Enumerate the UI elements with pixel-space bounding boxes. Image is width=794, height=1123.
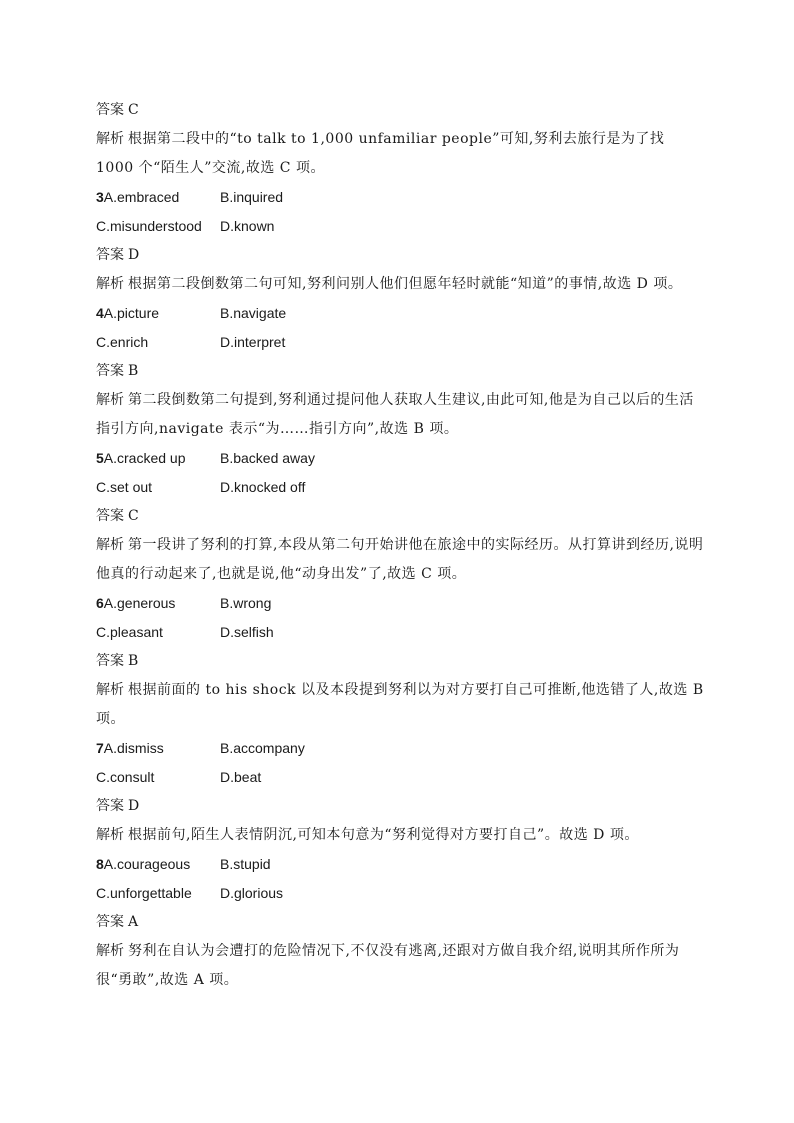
analysis-label: 解析 [96,131,124,147]
option-c: C.enrich [96,334,149,350]
analysis-text: 根据第二段倒数第二句可知,努利问别人他们但愿年轻时就能“知道”的事情,故选 D 项。 [128,276,683,292]
answer-value: D [128,247,140,263]
analysis-label: 解析 [96,276,124,292]
option-a [96,734,220,763]
question-options-row [96,589,706,618]
question-options-row [96,763,706,792]
question-number: 6 [96,595,104,611]
option-d: D.selfish [220,624,274,640]
answer-line [96,96,706,125]
analysis-label: 解析 [96,943,124,959]
question-options-row [96,212,706,241]
option-b: B.stupid [220,856,271,872]
question-number: 8 [96,856,104,872]
question-options-row [96,734,706,763]
option-d: D.known [220,218,275,234]
analysis-label: 解析 [96,537,124,553]
option-d: D.beat [220,769,262,785]
option-b: B.wrong [220,595,272,611]
analysis-text: 根据前句,陌生人表情阴沉,可知本句意为“努利觉得对方要打自己”。故选 D 项。 [128,827,639,843]
question-options-row [96,444,706,473]
question-options-row [96,328,706,357]
question-number: 5 [96,450,104,466]
analysis-label: 解析 [96,827,124,843]
option-a [96,183,220,212]
option-a-text: A.cracked up [103,450,186,466]
question-options-row [96,618,706,647]
option-c: C.unforgettable [96,885,192,901]
question-options-row [96,879,706,908]
option-b: B.navigate [220,305,287,321]
answer-value: C [128,102,139,118]
analysis-paragraph [96,676,706,734]
analysis-text: 第一段讲了努利的打算,本段从第二句开始讲他在旅途中的实际经历。从打算讲到经历,说明他真的行动起来了,也就是说,他“动身出发”了,故选 C 项。 [96,537,704,582]
answer-value: A [128,914,139,930]
answer-line [96,792,706,821]
option-d: D.interpret [220,334,286,350]
answer-label: 答案 [96,363,124,379]
answer-label: 答案 [96,508,124,524]
answer-line [96,502,706,531]
option-a-text: A.embraced [103,189,180,205]
answer-document [96,96,706,995]
option-d: D.knocked off [220,479,306,495]
answer-line [96,357,706,386]
option-a-text: A.generous [103,595,176,611]
answer-label: 答案 [96,914,124,930]
question-options-row [96,850,706,879]
option-a [96,299,220,328]
analysis-paragraph [96,937,706,995]
question-number: 3 [96,189,104,205]
option-a-text: A.picture [103,305,160,321]
question-options-row [96,299,706,328]
option-b: B.accompany [220,740,305,756]
analysis-paragraph [96,125,706,183]
option-a-text: A.courageous [103,856,191,872]
answer-value: D [128,798,140,814]
option-c: C.pleasant [96,624,163,640]
answer-line [96,647,706,676]
answer-value: B [128,653,139,669]
answer-label: 答案 [96,653,124,669]
analysis-paragraph [96,386,706,444]
option-c: C.set out [96,479,153,495]
question-number: 4 [96,305,104,321]
question-number: 7 [96,740,104,756]
analysis-text: 根据第二段中的“to talk to 1,000 unfamiliar people”可知,努利去旅行是为了找 1000 个“陌生人”交流,故选 C 项。 [96,131,665,176]
question-options-row [96,183,706,212]
analysis-paragraph [96,270,706,299]
answer-value: C [128,508,139,524]
option-c: C.consult [96,769,155,785]
answer-label: 答案 [96,247,124,263]
analysis-paragraph [96,531,706,589]
answer-label: 答案 [96,798,124,814]
question-options-row [96,473,706,502]
answer-line [96,241,706,270]
option-a-text: A.dismiss [103,740,164,756]
analysis-text: 努利在自认为会遭打的危险情况下,不仅没有逃离,还跟对方做自我介绍,说明其所作所为很“勇敢”,故选 A 项。 [96,943,680,988]
option-b: B.inquired [220,189,284,205]
option-a [96,850,220,879]
analysis-label: 解析 [96,682,124,698]
answer-value: B [128,363,139,379]
option-a [96,444,220,473]
option-b: B.backed away [220,450,315,466]
option-d: D.glorious [220,885,284,901]
option-a [96,589,220,618]
analysis-text: 第二段倒数第二句提到,努利通过提问他人获取人生建议,由此可知,他是为自己以后的生活指引方向,navigate 表示“为……指引方向”,故选 B 项。 [96,392,694,437]
analysis-label: 解析 [96,392,124,408]
answer-line [96,908,706,937]
option-c: C.misunderstood [96,218,202,234]
analysis-paragraph [96,821,706,850]
answer-label: 答案 [96,102,124,118]
analysis-text: 根据前面的 to his shock 以及本段提到努利以为对方要打自己可推断,他选错了人,故选 B 项。 [96,682,704,727]
